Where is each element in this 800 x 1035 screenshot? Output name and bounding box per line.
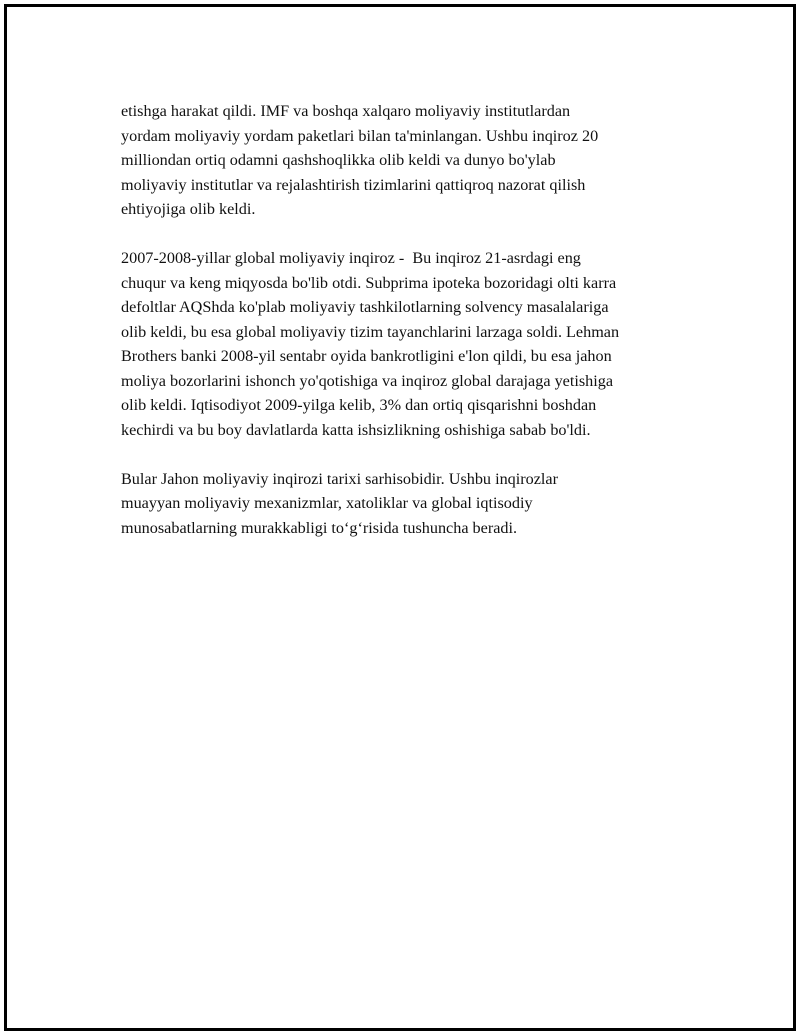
text-line: Bular Jahon moliyaviy inqirozi tarixi sarhisobidir. Ushbu inqirozlar xyxy=(121,469,558,488)
paragraph-asian-crisis-continuation xyxy=(121,99,701,222)
text-line: moliyaviy institutlar va rejalashtirish tizimlarini qattiqroq nazorat qilish xyxy=(121,175,586,194)
text-line: moliya bozorlarini ishonch yo'qotishiga va inqiroz global darajaga yetishiga xyxy=(121,371,614,390)
text-line: 2007-2008-yillar global moliyaviy inqiroz - Bu inqiroz 21-asrdagi eng xyxy=(121,249,581,267)
text-line: Brothers banki 2008-yil sentabr oyida bankrotligini e'lon qildi, bu esa jahon xyxy=(121,347,612,365)
text-line: ehtiyojiga olib keldi. xyxy=(121,200,256,218)
page-frame xyxy=(4,4,796,1031)
text-line: defoltlar AQShda ko'plab moliyaviy tashkilotlarning solvency masalalariga xyxy=(121,298,609,316)
text-line: chuqur va keng miqyosda bo'lib otdi. Subprima ipoteka bozoridagi olti karra xyxy=(121,273,617,292)
paragraph-summary xyxy=(121,467,701,541)
text-line: olib keldi. Iqtisodiyot 2009-yilga kelib, 3% dan ortiq qisqarishni boshdan xyxy=(121,396,597,414)
text-line: muayyan moliyaviy mexanizmlar, xatoliklar va global iqtisodiy xyxy=(121,494,533,512)
paragraph-2007-2008-crisis xyxy=(121,246,701,442)
document-body xyxy=(121,99,701,565)
text-line: munosabatlarning murakkabligi to‘g‘risida tushuncha beradi. xyxy=(121,518,518,537)
text-line: milliondan ortiq odamni qashshoqlikka olib keldi va dunyo bo'ylab xyxy=(121,151,556,169)
text-line: etishga harakat qildi. IMF va boshqa xalqaro moliyaviy institutlardan xyxy=(121,102,571,120)
text-line: olib keldi, bu esa global moliyaviy tizim tayanchlarini larzaga soldi. Lehman xyxy=(121,322,620,341)
text-line: yordam moliyaviy yordam paketlari bilan ta'minlangan. Ushbu inqiroz 20 xyxy=(121,126,599,145)
text-line: kechirdi va bu boy davlatlarda katta ishsizlikning oshishiga sabab bo'ldi. xyxy=(121,420,591,439)
